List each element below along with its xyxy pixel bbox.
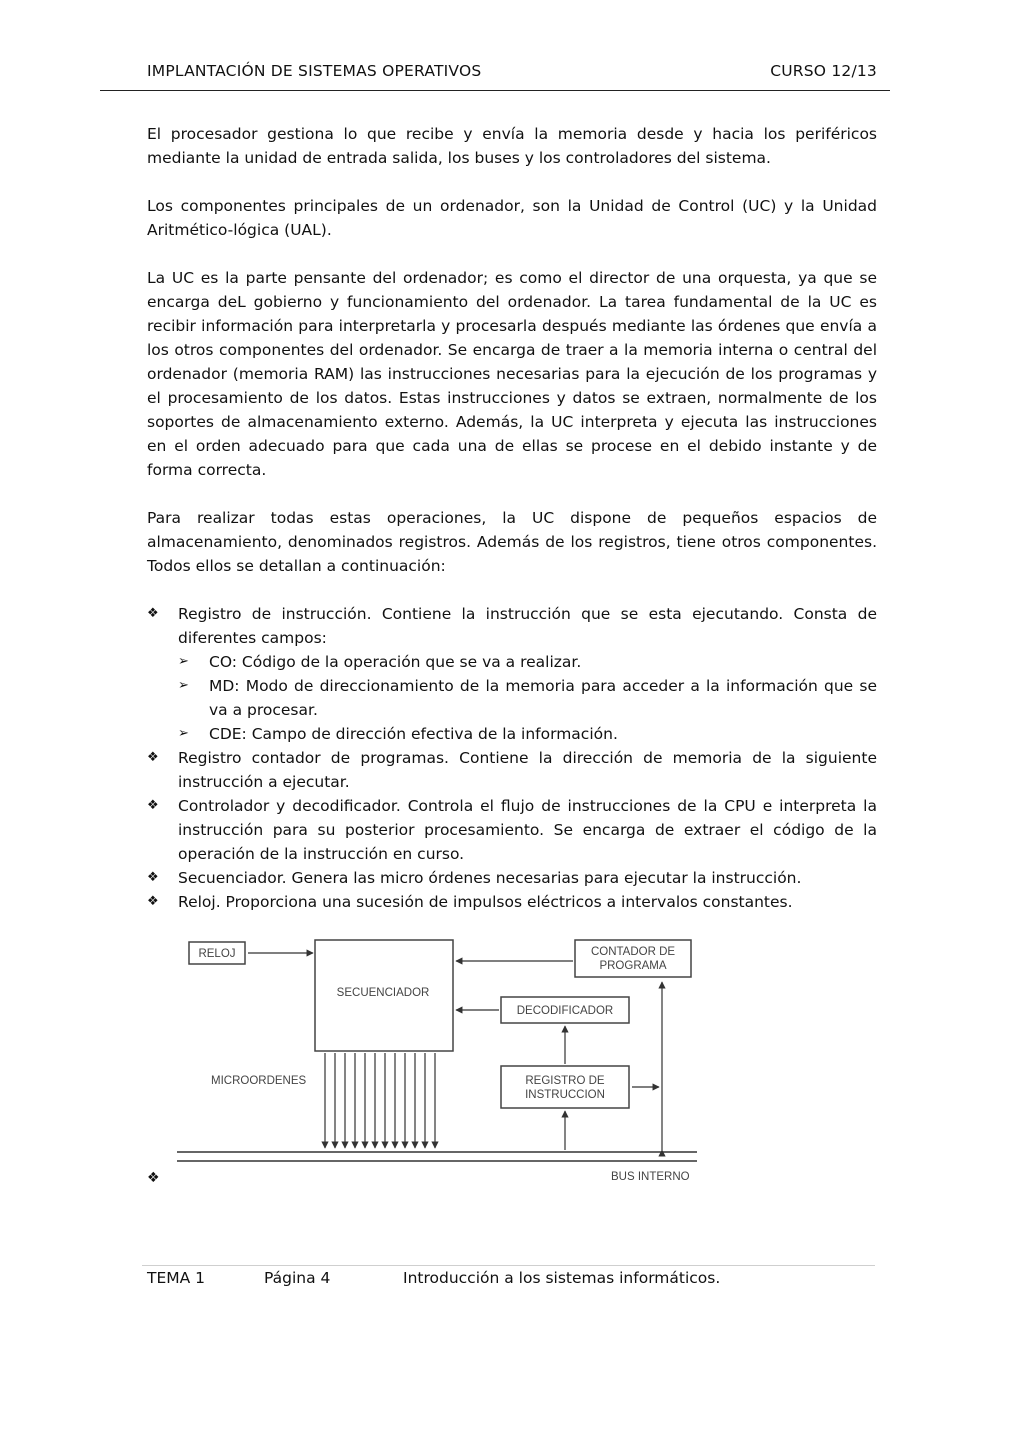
sub-list-item-text: CDE: Campo de dirección efectiva de la información. (209, 725, 618, 743)
list-item (147, 890, 877, 914)
decodificador-label: DECODIFICADOR (516, 1005, 614, 1017)
list-item (147, 794, 877, 866)
contador-label-line1: CONTADOR DE (590, 946, 676, 958)
components-list (147, 602, 877, 914)
header-title: IMPLANTACIÓN DE SISTEMAS OPERATIVOS (147, 62, 482, 80)
footer-divider (142, 1265, 875, 1266)
bullet-icon: ❖ (147, 894, 159, 909)
sub-list-item (178, 650, 877, 674)
list-item (147, 602, 877, 746)
paragraph-processor: El procesador gestiona lo que recibe y envía la memoria desde y hacia los periféricos mediante la unidad de entrada salida, los buses y los controladores del sistema. (147, 125, 877, 167)
footer-title: Introducción a los sistemas informáticos. (403, 1269, 721, 1287)
reloj-label: RELOJ (198, 948, 236, 960)
arrow-bullet-icon: ➢ (178, 654, 189, 669)
secuenciador-label: SECUENCIADOR (336, 987, 430, 999)
list-item-text: Registro contador de programas. Contiene la dirección de memoria de la siguiente instrucción a ejecutar. (178, 749, 877, 791)
arrow-bullet-icon: ➢ (178, 678, 189, 693)
bullet-icon: ❖ (147, 870, 159, 885)
list-item-text: Reloj. Proporciona una sucesión de impulsos eléctricos a intervalos constantes. (178, 893, 793, 911)
sub-list-item-text: CO: Código de la operación que se va a realizar. (209, 653, 582, 671)
bus-label: BUS INTERNO (611, 1171, 690, 1183)
paragraph-components: Los componentes principales de un ordenador, son la Unidad de Control (UC) y la Unidad Aritmético-lógica (UAL). (147, 197, 877, 239)
microordenes-label: MICROORDENES (211, 1075, 307, 1087)
bullet-icon: ❖ (147, 750, 159, 765)
sub-list (178, 650, 877, 746)
registro-box (501, 1066, 629, 1108)
footer-tema: TEMA 1 (147, 1269, 206, 1287)
paragraph-uc: La UC es la parte pensante del ordenador; es como el director de una orquesta, ya que se encarga deL gobierno y funcionamiento del ordenador. La tarea fundamental de la UC es recibir información para interpretarla y procesarla después mediante las órdenes que envía a los otros componentes del ordenador. Se encarga de traer a la memoria interna o central del ordenador (memoria RAM) las instrucciones necesarias para la ejecución de los programas y el procesamiento de los datos. Estas instrucciones y datos se extraen, normalmente de los soportes de almacenamiento externo. Además, la UC interpreta y ejecuta las instrucciones en el orden adecuado para que cada una de ellas se procese en el debido instante y de forma correcta. (147, 269, 877, 479)
list-item-text: Controlador y decodificador. Controla el flujo de instrucciones de la CPU e interpreta la instrucción para su posterior procesamiento. Se encarga de extraer el código de la operación de la instrucción en curso. (178, 797, 877, 863)
registro-label-line1: REGISTRO DE (525, 1075, 605, 1087)
header-course: CURSO 12/13 (770, 62, 877, 80)
bullet-icon: ❖ (147, 606, 159, 621)
list-item-text: Secuenciador. Genera las micro órdenes necesarias para ejecutar la instrucción. (178, 869, 802, 887)
page-footer (147, 1269, 877, 1293)
arrow-bullet-icon: ➢ (178, 726, 189, 741)
sub-list-item-text: MD: Modo de direccionamiento de la memoria para acceder a la información que se va a procesar. (209, 677, 877, 719)
list-item-text: Registro de instrucción. Contiene la instrucción que se esta ejecutando. Consta de diferentes campos: (178, 605, 877, 647)
list-item (147, 746, 877, 794)
contador-label-line2: PROGRAMA (599, 960, 667, 972)
header-divider (100, 90, 890, 91)
sub-list-item (178, 674, 877, 722)
sub-list-item (178, 722, 877, 746)
bullet-icon: ❖ (147, 798, 159, 813)
paragraph-registers: Para realizar todas estas operaciones, la UC dispone de pequeños espacios de almacenamiento, denominados registros. Además de los registros, tiene otros componentes. Todos ellos se detallan a continuación: (147, 509, 877, 575)
diagram-svg (147, 930, 707, 1192)
document-body (147, 122, 877, 914)
page-header (147, 62, 877, 86)
control-unit-diagram (147, 930, 707, 1192)
list-item (147, 866, 877, 890)
registro-label-line2: INSTRUCCION (525, 1089, 605, 1101)
footer-page-number: Página 4 (264, 1269, 331, 1287)
microorder-arrows (325, 1053, 435, 1148)
bullet-icon: ❖ (147, 1170, 160, 1186)
